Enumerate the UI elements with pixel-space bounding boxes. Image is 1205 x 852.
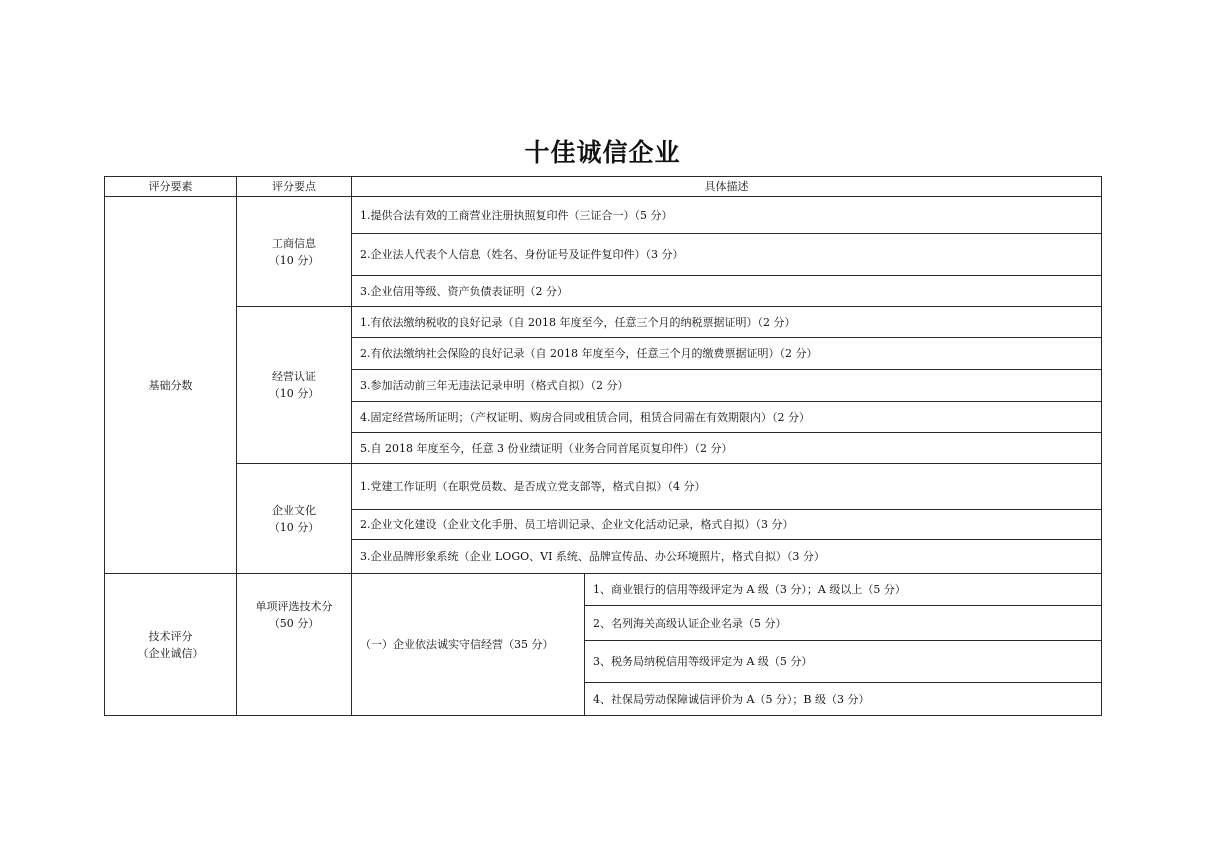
tech-category-cell: （一）企业依法诚实守信经营（35 分） [352,574,585,716]
tech-point-score: （50 分） [268,617,320,630]
point-score: （10 分） [268,253,320,267]
point-name: 经营认证 [272,370,316,383]
point-name: 企业文化 [272,503,316,517]
detail-cell: 1.提供合法有效的工商营业注册执照复印件（三证合一）（5 分） [352,197,1102,234]
tech-item-cell: 4、社保局劳动保障诚信评价为 A（5 分）；B 级（3 分） [585,683,1102,716]
basic-factor-cell: 基础分数 [105,197,237,574]
table-row [105,574,1102,606]
tech-point-name: 单项评选技术分 [255,600,333,613]
point-name: 工商信息 [272,236,316,250]
point-cell-culture [237,464,352,574]
header-point: 评分要点 [237,177,352,197]
detail-cell: 3.企业品牌形象系统（企业 LOGO、VI 系统、品牌宣传品、办公环境照片，格式自拟）（3 分） [352,540,1102,574]
header-factor: 评分要素 [105,177,237,197]
detail-cell: 3.参加活动前三年无违法记录申明（格式自拟）（2 分） [352,370,1102,402]
detail-cell: 2.企业文化建设（企业文化手册、员工培训记录、企业文化活动记录，格式自拟）（3 分） [352,510,1102,540]
point-score: （10 分） [268,387,320,400]
table-row [105,307,1102,338]
point-cell-business-info [237,197,352,307]
tech-item-cell: 2、名列海关高级认证企业名录（5 分） [585,606,1102,641]
document-title: 十佳诚信企业 [524,138,681,167]
table-row [105,197,1102,234]
detail-cell: 1.有依法缴纳税收的良好记录（自 2018 年度至今，任意三个月的纳税票据证明）（2 分） [352,307,1102,338]
detail-cell: 1.党建工作证明（在职党员数、是否成立党支部等，格式自拟）（4 分） [352,464,1102,510]
table-header-row [105,177,1102,197]
tech-point-cell [237,574,352,716]
scoring-table [104,176,1102,716]
header-detail: 具体描述 [352,177,1102,197]
detail-cell: 3.企业信用等级、资产负债表证明（2 分） [352,276,1102,307]
tech-factor-name: 技术评分 [148,629,193,643]
table-row [105,464,1102,510]
point-score: （10 分） [268,520,320,534]
detail-cell: 2.有依法缴纳社会保险的良好记录（自 2018 年度至今，任意三个月的缴费票据证明）（2 分） [352,338,1102,370]
tech-item-cell: 1、商业银行的信用等级评定为 A 级（3 分）；A 级以上（5 分） [585,574,1102,606]
detail-cell: 2.企业法人代表个人信息（姓名、身份证号及证件复印件）（3 分） [352,234,1102,276]
detail-cell: 4.固定经营场所证明；（产权证明、购房合同或租赁合同，租赁合同需在有效期限内）（2 分） [352,402,1102,433]
detail-cell: 5.自 2018 年度至今，任意 3 份业绩证明（业务合同首尾页复印件）（2 分） [352,433,1102,464]
tech-item-cell: 3、税务局纳税信用等级评定为 A 级（5 分） [585,641,1102,683]
point-cell-business-cert [237,307,352,464]
tech-factor-cell [105,574,237,716]
tech-factor-sub: （企业诚信） [137,646,204,660]
